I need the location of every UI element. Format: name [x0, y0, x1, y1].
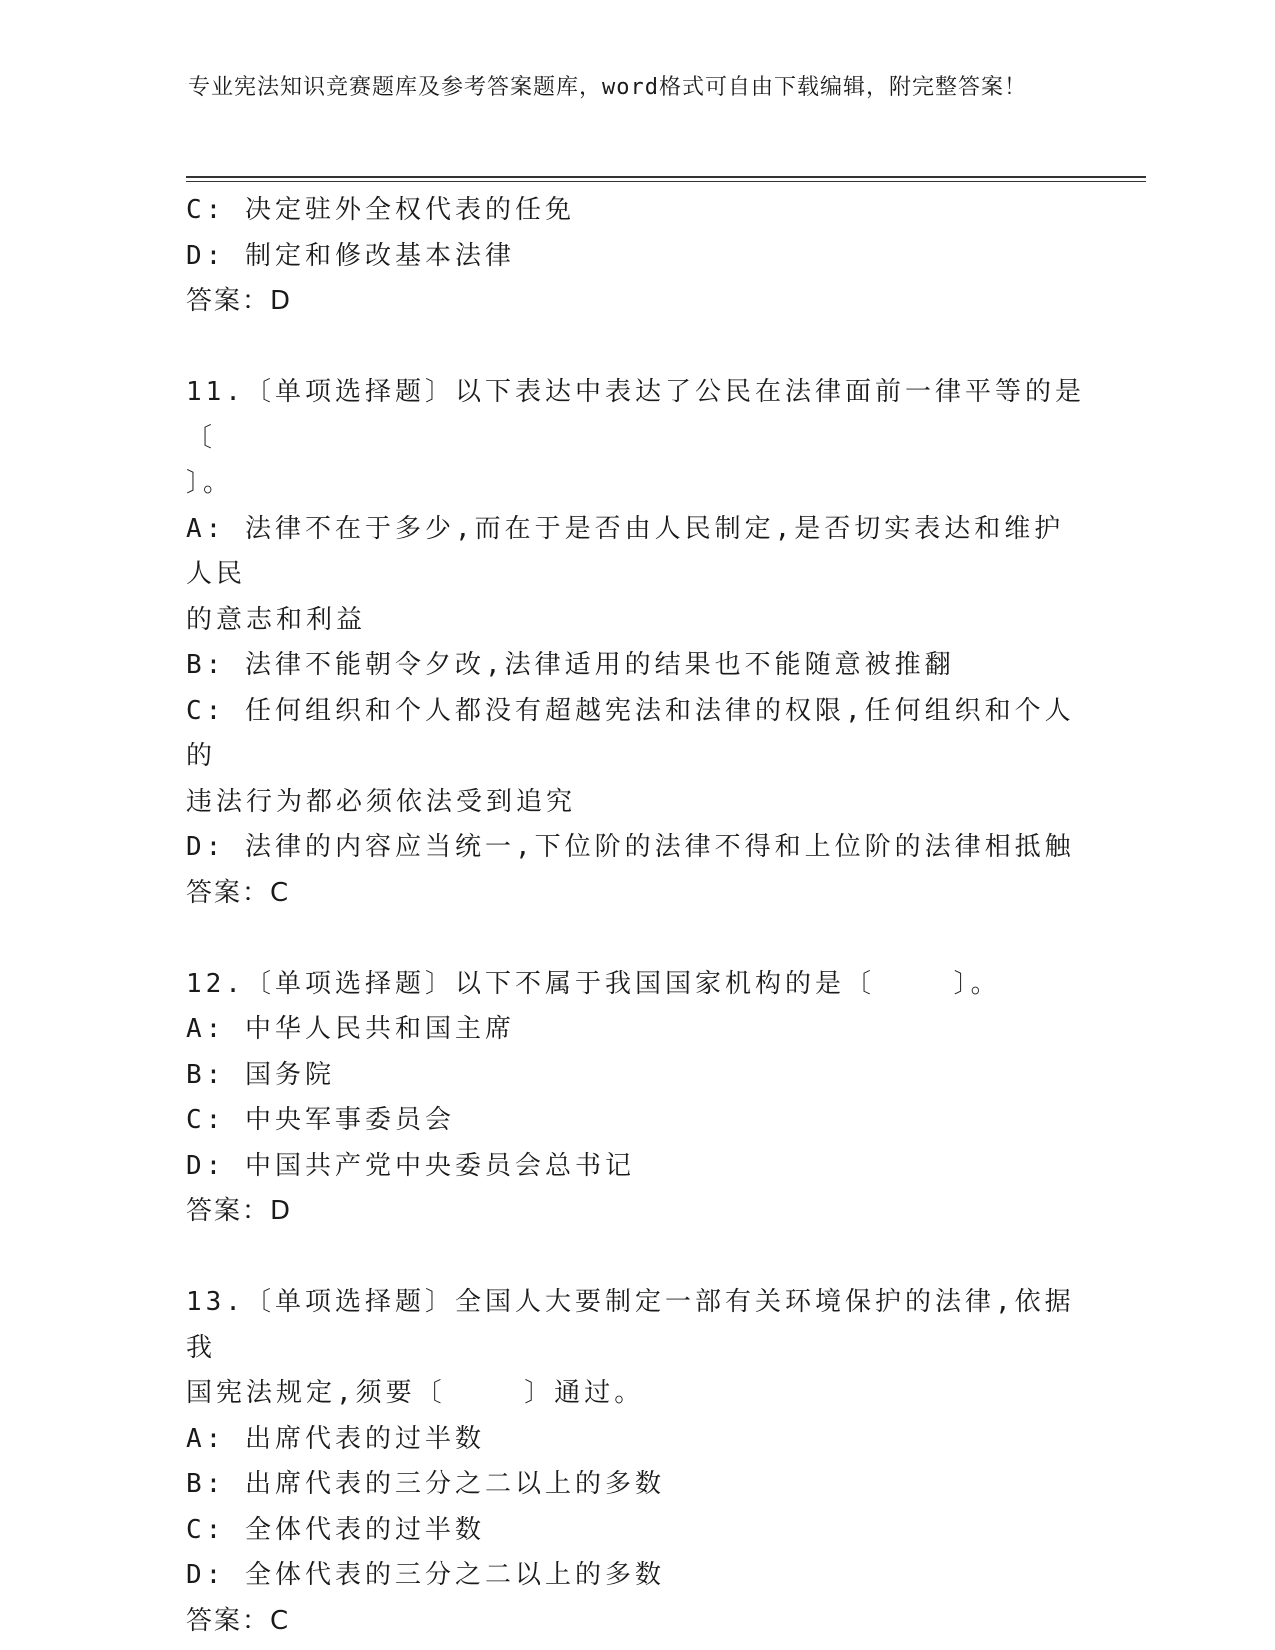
option-a: A: 中华人民共和国主席 — [186, 1014, 515, 1044]
option-c: C: 决定驻外全权代表的任免 — [186, 195, 575, 225]
option-c: C: 任何组织和个人都没有超越宪法和法律的权限,任何组织和个人的 — [186, 695, 1075, 771]
header-rule-thick — [186, 176, 1146, 178]
header-rule-thin — [186, 181, 1146, 182]
question-stem-continued: 国宪法规定,须要〔 〕通过。 — [186, 1378, 645, 1408]
question-stem: 11.〔单项选择题〕以下表达中表达了公民在法律面前一律平等的是〔 — [186, 377, 1085, 453]
document-header — [188, 72, 1068, 104]
document-title: 专业宪法知识竞赛题库及参考答案题库，word格式可自由下载编辑，附完整答案！ — [188, 75, 1027, 100]
option-d: D: 全体代表的三分之二以上的多数 — [186, 1560, 665, 1590]
question-block-12 — [186, 962, 1086, 1235]
option-b: B: 法律不能朝令夕改,法律适用的结果也不能随意被推翻 — [186, 650, 955, 680]
question-list — [186, 188, 1086, 1644]
option-a: A: 法律不在于多少,而在于是否由人民制定,是否切实表达和维护人民 — [186, 513, 1065, 589]
spacer — [186, 325, 1086, 371]
question-block-13 — [186, 1280, 1086, 1644]
spacer — [186, 916, 1086, 962]
option-b: B: 出席代表的三分之二以上的多数 — [186, 1469, 665, 1499]
option-c: C: 全体代表的过半数 — [186, 1514, 485, 1545]
question-stem: 12.〔单项选择题〕以下不属于我国国家机构的是〔 〕。 — [186, 968, 1001, 999]
question-stem-continued: 〕。 — [186, 468, 234, 498]
option-d: D: 法律的内容应当统一,下位阶的法律不得和上位阶的法律相抵触 — [186, 832, 1075, 862]
option-d: D: 中国共产党中央委员会总书记 — [186, 1150, 635, 1181]
option-c-continued: 违法行为都必须依法受到追究 — [186, 786, 577, 817]
option-a-continued: 的意志和利益 — [186, 604, 367, 635]
answer-line: 答案：D — [186, 1196, 293, 1226]
question-block-10 — [186, 188, 1086, 325]
question-stem: 13.〔单项选择题〕全国人大要制定一部有关环境保护的法律,依据我 — [186, 1287, 1075, 1363]
answer-line: 答案：D — [186, 286, 293, 316]
option-b: B: 国务院 — [186, 1059, 335, 1090]
option-a: A: 出席代表的过半数 — [186, 1423, 485, 1454]
answer-line: 答案：C — [186, 1605, 291, 1636]
option-c: C: 中央军事委员会 — [186, 1105, 455, 1135]
question-block-11 — [186, 370, 1086, 916]
spacer — [186, 1235, 1086, 1281]
answer-line: 答案：C — [186, 877, 291, 908]
option-d: D: 制定和修改基本法律 — [186, 240, 515, 271]
